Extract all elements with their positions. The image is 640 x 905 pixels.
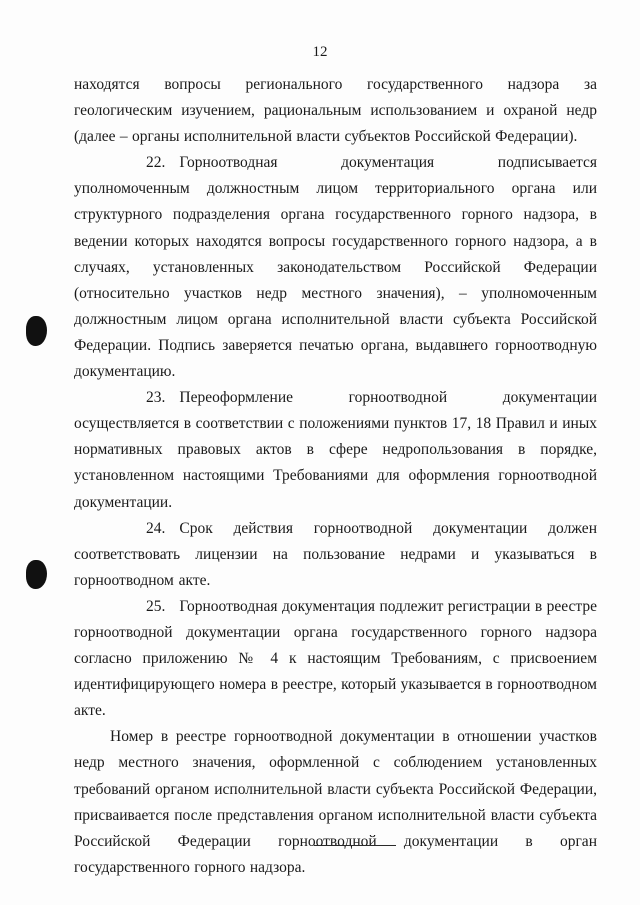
paragraph-text: Переоформление горноотводной документации осуществляется в соответствии с положениями пунктов 17, 18 Правил и иных нормативных правовых актов в сфере недропользования в порядке, установленном настоящими Требованиями для оформления горноотводной документации. (74, 389, 597, 511)
paragraph-text: Номер в реестре горноотводной документации в отношении участков недр местного значения, оформленной с соблюдением установленных требований органом исполнительной власти субъекта Российской Федерации, присваивается после представления органом исполнительной власти субъекта Российской Федерации горноотводной документации в орган государственного горного надзора. (74, 728, 597, 876)
end-divider-line (314, 845, 396, 846)
paragraph-number: 24. (146, 519, 166, 537)
paragraph-registry-number (74, 724, 597, 881)
paragraph-25 (74, 594, 597, 724)
paragraph-number: 25. (146, 597, 166, 615)
paragraph-continuation (74, 72, 597, 150)
punch-hole-mark (26, 316, 47, 346)
page-number: 12 (312, 44, 328, 60)
paragraph-text: Горноотводная документация подлежит регистрации в реестре горноотводной документации органа государственного горного надзора согласно приложению № 4 к настоящим Требованиям, с присвоением идентифицирующего номера в реестре, который указывается в горноотводном акте. (74, 597, 597, 720)
paragraph-24 (74, 516, 597, 594)
paragraph-23 (74, 385, 597, 515)
paragraph-text: Горноотводная документация подписывается уполномоченным должностным лицом территориального органа или структурного подразделения органа государственного горного надзора, в ведении которых находятся вопросы государственного горного надзора, а в случаях, установленных законодательством Российской Федерации (относительно участков недр местного значения), – уполномоченным должностным лицом органа исполнительной власти субъекта Российской Федерации. Подпись заверяется печатью органа, выдавшего горноотводную документацию. (74, 154, 597, 381)
paragraph-text: Срок действия горноотводной документации должен соответствовать лицензии на пользование недрами и указываться в горноотводном акте. (74, 519, 597, 589)
paragraph-text: находятся вопросы регионального государственного надзора за геологическим изучением, рациональным использованием и охраной недр (далее – органы исполнительной власти субъектов Российской Федерации). (74, 76, 597, 146)
document-body (74, 72, 597, 881)
paragraph-number: 22. (146, 154, 166, 172)
paragraph-number: 23. (146, 389, 166, 407)
paragraph-22 (74, 150, 597, 385)
punch-hole-mark (26, 560, 47, 589)
